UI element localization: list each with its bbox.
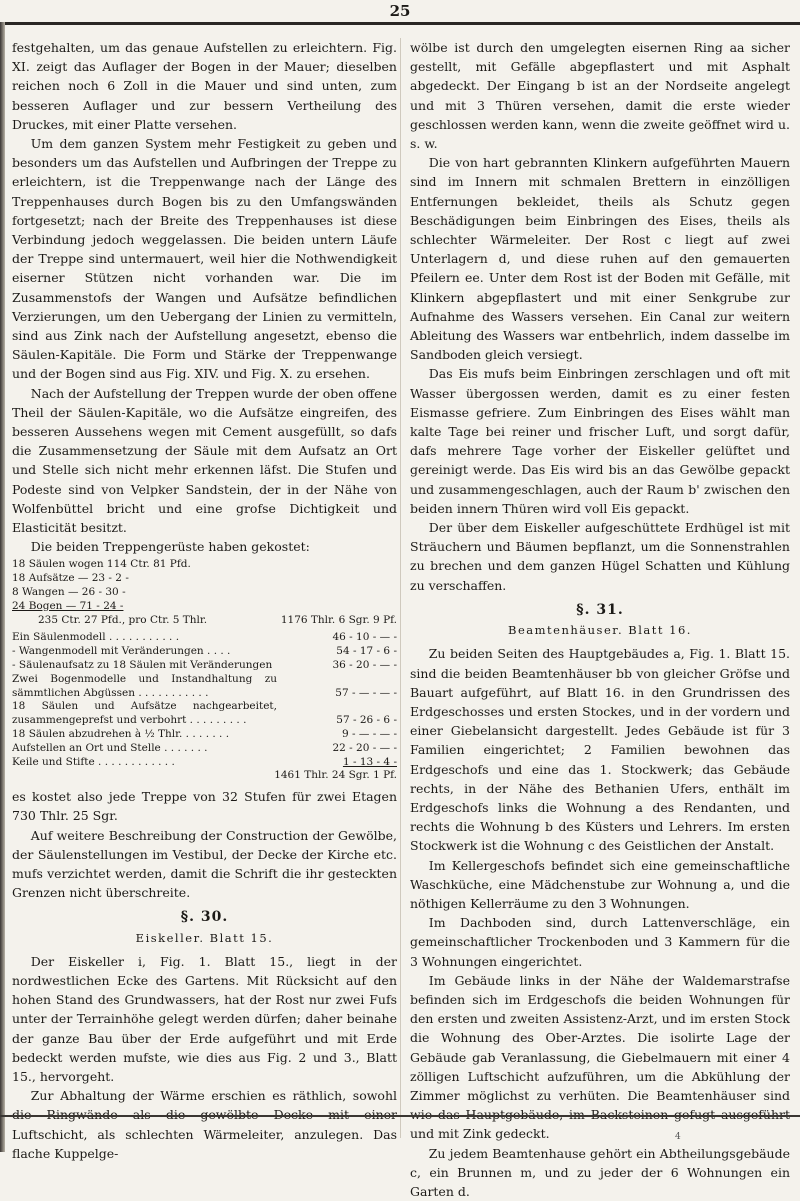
cost-value: 1 - 13 - 4 - (342, 755, 397, 768)
column-divider (400, 38, 401, 1138)
table-row (12, 586, 397, 600)
cost-label: Zwei Bogenmodelle und Instandhaltung zu sämmtlichen Abgüssen . . . . . . . . . . . (12, 672, 277, 699)
cost-label: Aufstellen an Ort und Stelle . . . . . . . (12, 741, 208, 754)
table-row (12, 700, 397, 728)
table-row (12, 600, 397, 614)
weight-table (12, 558, 397, 627)
cost-label: Keile und Stifte . . . . . . . . . . . . (12, 755, 175, 768)
table-row (12, 572, 397, 586)
table-row (12, 756, 397, 770)
section-subtitle: Eiskeller. Blatt 15. (135, 930, 274, 945)
page-number: 25 (389, 2, 411, 20)
cost-label: - Wangenmodell mit Veränderungen . . . . (12, 645, 231, 658)
table-row (12, 742, 397, 756)
table-row (12, 659, 397, 673)
cost-label: 18 Säulen und Aufsätze nachgearbeitet, zusammengeprefst und verbohrt . . . . . . . . . (12, 700, 277, 727)
cost-label: 18 Säulen abzudrehen à ½ Thlr. . . . . . . . (12, 728, 230, 741)
table-cell: 18 Säulen wogen 114 Ctr. 81 Pfd. (12, 558, 191, 571)
weight-total-label: 235 Ctr. 27 Pfd., pro Ctr. 5 Thlr. (38, 613, 208, 626)
paragraph: Im Dachboden sind, durch Lattenverschläge, ein gemeinschaftlicher Trockenboden und 3 Kammern für die 3 Wohnungen eingerichtet. (410, 915, 790, 969)
section-heading: §. 31. (576, 601, 624, 618)
paragraph: Die beiden Treppengerüste haben gekostet: (30, 539, 310, 555)
left-column (12, 38, 397, 1163)
section-heading: §. 30. (180, 909, 229, 926)
cost-value: 9 - — - — - (341, 728, 397, 741)
paragraph: Im Kellergeschofs befindet sich eine gemeinschaftliche Waschküche, eine Mädchenstube zur Wohnung a, und die nöthigen Kellerräume zu den 3 Wohnungen. (410, 857, 790, 911)
cost-label: - Säulenaufsatz zu 18 Säulen mit Veränderungen (12, 659, 273, 672)
cost-table (12, 631, 397, 783)
table-row (12, 673, 397, 701)
table-row (12, 558, 397, 572)
table-cell: 24 Bogen — 71 - 24 - (12, 599, 124, 612)
table-row (12, 645, 397, 659)
table-cell: 18 Aufsätze — 23 - 2 - (12, 572, 129, 585)
paragraph: Zu jedem Beamtenhause gehört ein Abtheilungsgebäude c, ein Brunnen m, und zu jeder der 6 Wohnungen ein Garten d. (410, 1145, 790, 1199)
page-edge-shadow (0, 22, 5, 1152)
top-rule (0, 22, 800, 25)
cost-label: Ein Säulenmodell . . . . . . . . . . . (12, 631, 180, 644)
paragraph: Auf weitere Beschreibung der Construction der Gewölbe, der Säulenstellungen im Vestibul, der Decke der Kirche etc. mufs verzichtet werden, damit die Schrift die ihr gesteckten Grenzen nicht überschreite. (12, 827, 397, 901)
cost-value: 54 - 17 - 6 - (336, 645, 397, 658)
footer-signature-mark: 4 (675, 1132, 681, 1142)
paragraph: Im Gebäude links in der Nähe der Waldemarstrafse befinden sich im Erdgeschofs die beiden Wohnungen für den ersten und zweiten Assistenz-Arzt, und im ersten Stock die Wohnung des Ober-Arztes. Die isolirte Lage der Gebäude gab Veranlassung, die Giebelmauern mit einer 4 zölligen Luftschicht aufzuführen, um die Abkühlung der Zimmer möglichst zu verhüten. Die Beamtenhäuser sind und mit Zink gedeckt. (410, 972, 790, 1142)
paragraph: Zur Abhaltung der Wärme erschien es räthlich, sowohl Luftschicht, als schlechten Wärmeleiter, anzulegen. Das flache Kuppelge- (12, 1088, 397, 1161)
cost-value: 36 - 20 - — - (332, 659, 397, 672)
cost-total: 1461 Thlr. 24 Sgr. 1 Pf. (274, 769, 397, 782)
paragraph: Der Eiskeller i, Fig. 1. Blatt 15., liegt in der nordwestlichen Ecke des Gartens. Mit Rücksicht auf den hohen Stand des Grundwassers, hat der Rost nur zwei Fufs unter der Terrainhöhe gelegt werden dürfen; daher beinahe der ganze Bau über der Erde aufgeführt und mit Erde bedeckt werden mufste, wie dies aus Fig. 2 und 3., Blatt 15., hervorgeht. (12, 953, 397, 1085)
table-cell: 8 Wangen — 26 - 30 - (12, 586, 126, 599)
paragraph: festgehalten, um das genaue Aufstellen zu erleichtern. Fig. XI. zeigt das Auflager der Bogen in der Mauer; dieselben reichen noch 6 Zoll in die Mauer und sind unten, zum besseren Auflager und zur bessern Vertheilung des Druckes, mit einer Platte versehen. (12, 40, 397, 132)
bottom-rule (0, 1115, 800, 1117)
paragraph: wölbe ist durch den umgelegten eisernen Ring aa sicher gestellt, mit Gefälle abgepflastert und mit Asphalt abgedeckt. Der Eingang b ist an der Nordseite angelegt und mit 3 Thüren versehen, damit die erste wieder geschlossen werden kann, wenn die zweite geöffnet wird u. s. w. (410, 40, 790, 152)
paragraph: Das Eis mufs beim Einbringen zerschlagen und oft mit Wasser übergossen werden, damit es zu einer festen Eismasse gefriere. Zum Einbringen des Eises wählt man kalte Tage bei reiner und frischer Luft, und sorgt dafür, dafs mehrere Tage vorher der Eiskeller gelüftet und gereinigt werde. Das Eis wird bis an das Gewölbe gepackt und zusammengeschlagen, auch der Raum b' zwischen den beiden innern Thüren wird voll Eis gepackt. (410, 366, 790, 516)
cost-value: 22 - 20 - — - (332, 741, 397, 754)
cost-total-row (12, 769, 397, 783)
right-column (410, 38, 790, 1201)
paragraph: Nach der Aufstellung der Treppen wurde der oben offene Theil der Säulen-Kapitäle, wo die Aufsätze eingreifen, des besseren Aussehens wegen mit Cement ausgefüllt, so dafs die Zusammensetzung der Säule mit dem Aufsatz an Ort und Stelle sich nicht mehr erkennen läfst. Die Stufen und Podeste sind von Velpker Sandstein, der in der Nähe von Wolfenbüttel bricht und eine grofse Dichtigkeit und Elasticität besitzt. (12, 385, 397, 536)
cost-value: 57 - 26 - 6 - (336, 714, 397, 727)
cost-value: 57 - — - — - (335, 686, 397, 699)
paragraph: Zu beiden Seiten des Hauptgebäudes a, Fig. 1. Blatt 15. sind die beiden Beamtenhäuser bb von gleicher Gröfse und Bauart aufgeführt, auf Blatt 16. in den Grundrissen des Erdgeschosses und ersten Stockes, und in der vordern und einer Giebelansicht dargestellt. Jedes Gebäude ist für 3 Familien eingerichtet; 2 Familien bewohnen das Erdgeschofs und eine das 1. Stockwerk; das Gebäude rechts, in der Nähe des Bethanien Ufers, enthält im Erdgeschofs links die Wohnung a des Rendanten, und rechts die Wohnung b des Küsters und Lehrers. Im ersten Stockwerk ist die Wohnung c des Geistlichen der Anstalt. (410, 646, 790, 854)
cost-value: 46 - 10 - — - (332, 631, 397, 644)
paragraph: Die von hart gebrannten Klinkern aufgeführten Mauern sind im Innern mit schmalen Brettern in einzölligen Entfernungen bekleidet, theils als Schutz gegen Beschädigungen beim Einbringen des Eises, theils als schlechter Wärmeleiter. Der Rost c liegt auf zwei Unterlagern d, und diese ruhen auf den gemauerten Pfeilern ee. Unter dem Rost ist der Boden mit Gefälle, mit Klinkern abgepflastert und mit einer Senkgrube zur Aufnahme des Wassers versehen. Ein Canal zur weitern Ableitung des Wassers war entbehrlich, indem dasselbe im Sandboden gleich versiegt. (410, 155, 790, 363)
weight-total-value: 1176 Thlr. 6 Sgr. 9 Pf. (280, 613, 397, 626)
paragraph: Der über dem Eiskeller aufgeschüttete Erdhügel ist mit Sträuchern und Bäumen bepflanzt, um die Sonnenstrahlen zu brechen und dem ganzen Hügel Schatten und Kühlung zu verschaffen. (410, 520, 790, 593)
table-row (12, 631, 397, 645)
table-row (12, 728, 397, 742)
weight-total-row (12, 614, 397, 628)
section-subtitle: Beamtenhäuser. Blatt 16. (508, 623, 692, 638)
paragraph: es kostet also jede Treppe von 32 Stufen für zwei Etagen 730 Thlr. 25 Sgr. (12, 789, 397, 824)
paragraph: Um dem ganzen System mehr Festigkeit zu geben und besonders um das Aufstellen und Aufbringen der Treppe zu erleichtern, ist die Treppenwange nach der Länge des Treppenhauses durch Bogen bis zu den Umfangswänden fortgesetzt; nach der Breite des Treppenhauses ist diese Verbindung jedoch weggelassen. Die beiden untern Läufe der Treppe sind untermauert, weil hier die Nothwendigkeit eiserner Stützen nicht vorhanden war. Die im Zusammenstofs der Wangen und Aufsätze befindlichen Verzierungen, um den Uebergang der Linien zu vermitteln, sind aus Zink nach der Aufstellung angesetzt, ebenso die Säulen-Kapitäle. Die Form und Stärke der Treppenwange und der Bogen sind aus Fig. XIV. und Fig. X. zu ersehen. (12, 136, 397, 382)
